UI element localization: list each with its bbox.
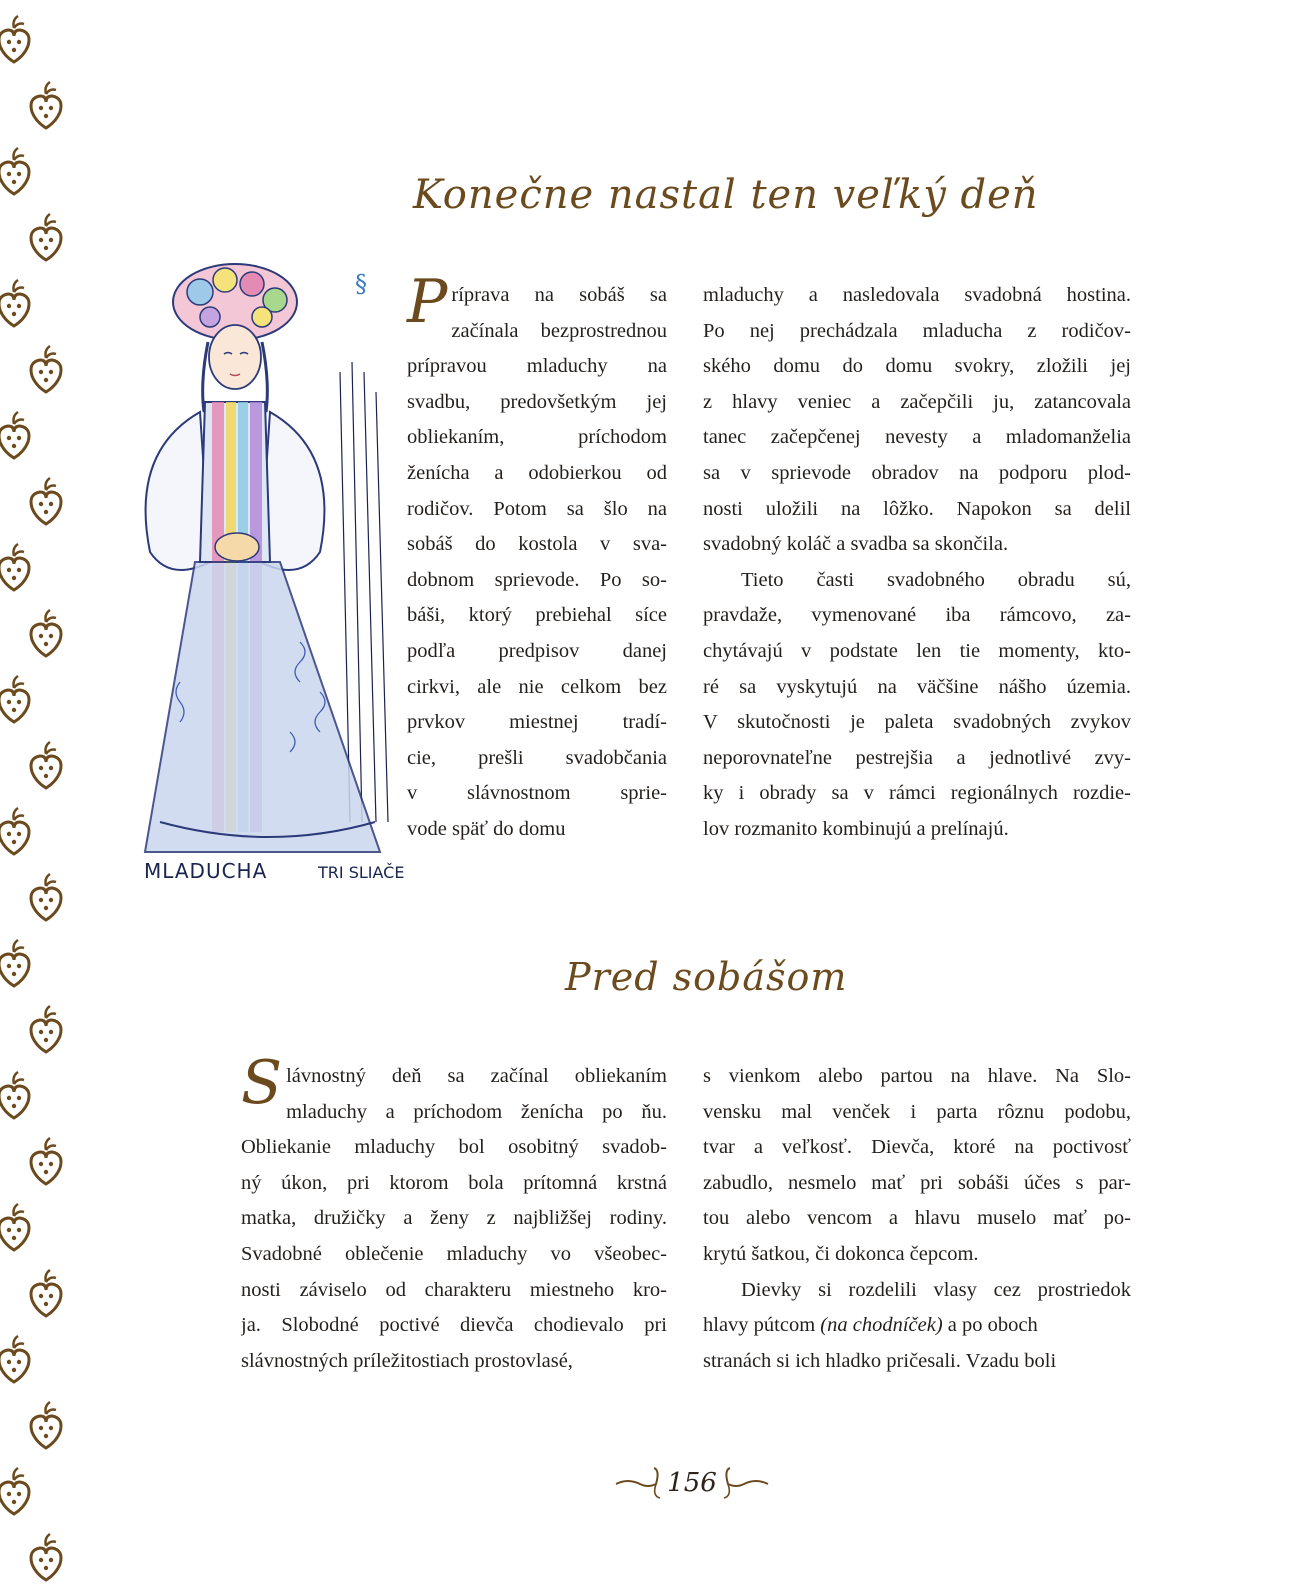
ornament-motif [31,742,61,788]
text-line: začínala bezprostrednou [451,319,667,342]
text-line: prvkov miestnej tradí- [407,711,667,734]
text-line: Po nej prechádzala mladucha z rodičov- [703,319,1131,342]
ornament-motif [0,1468,29,1514]
page-number: 156 [667,1468,717,1498]
ornament-motif [0,412,29,458]
section1-right-column [703,278,1131,848]
ornament-motif [31,874,61,920]
section-title-2: Pred sobášom [565,955,848,999]
bride-figure [145,264,388,852]
drop-cap: P [407,267,448,337]
text-line: tou alebo vencom a hlavu muselo mať po- [703,1207,1131,1230]
caption-right: TRI SLIAČE [318,863,405,882]
text-line: ja. Slobodné poctivé dievča chodievalo pri [241,1314,667,1337]
text-line: stranách si ich hladko pričesali. Vzadu boli [703,1349,1057,1372]
text-line: zabudlo, nesmelo mať pri sobáši účes s par- [703,1171,1131,1194]
text-line: dobnom sprievode. Po so- [407,568,667,591]
paragraph [241,1048,667,1379]
svg-text:§: § [355,270,367,298]
ornament-motif [31,1534,61,1580]
ornament-motif [31,214,61,260]
paragraph [703,278,1131,563]
text-line: z hlavy veniec a začepčili ju, zatancovala [703,390,1131,413]
text-line: sobáš do kostola v sva- [407,533,667,556]
ornament-motif [31,478,61,524]
bride-illustration [140,262,422,888]
ornament-motif [0,544,29,590]
ornament-motif [0,280,29,326]
ornament-motif [31,1402,61,1448]
ornament-motif [0,808,29,854]
text-line: ženícha a odobierkou od [407,461,667,484]
text-line: Obliekanie mladuchy bol osobitný svadob- [241,1136,667,1159]
text-line: slávnostných príležitostiach prostovlasé, [241,1349,573,1372]
ornament-border [0,0,80,1587]
text-line: neporovnateľne pestrejšia a jednotlivé zvy- [703,746,1131,769]
text-line: vode späť do domu [407,817,566,840]
text-line: sa v sprievode obradov na podporu plod- [703,461,1131,484]
text-line: mladuchy a nasledovala svadobná hostina. [703,284,1131,306]
paragraph [407,267,667,848]
text-line: obliekaním, príchodom [407,426,667,449]
paragraph [703,1273,1131,1380]
text-line: Tieto časti svadobného obradu sú, [741,568,1131,591]
text-line: ný úkon, pri ktorom bola prítomná krstná [241,1171,667,1194]
text-line: v slávnostnom sprie- [407,782,667,805]
caption-left: MLADUCHA [144,859,268,883]
text-line: Dievky si rozdelili vlasy cez prostriedok [741,1278,1131,1301]
page-footer [612,1458,772,1508]
text-line: nosti uložili na lôžko. Napokon sa delil [703,497,1131,520]
text-line: prípravou mladuchy na [407,355,667,378]
text-line: cirkvi, ale nie celkom bez [407,675,667,698]
paragraph [703,563,1131,848]
text-line: nosti záviselo od charakteru miestneho kro- [241,1278,667,1301]
text-line: pravdaže, vymenované iba rámcovo, za- [703,604,1131,627]
text-line: V skutočnosti je paleta svadobných zvykov [703,711,1131,734]
ornament-motif [31,1138,61,1184]
ornament-motif [0,16,29,62]
text-line: svadobný koláč a svadba sa skončila. [703,533,1009,556]
text-line: matka, družičky a ženy z najbližšej rodiny. [241,1207,667,1230]
section1-left-column [407,267,667,848]
text-line: mladuchy a príchodom ženícha po ňu. [286,1100,667,1123]
text-line: Svadobné oblečenie mladuchy vo všeobec- [241,1242,667,1265]
text-line: tvar a veľkosť. Dievča, ktoré na poctivosť [703,1136,1131,1159]
ornament-motif [0,1204,29,1250]
ornament-motif [0,676,29,722]
ornament-motif [31,1006,61,1052]
text-line: podľa predpisov danej [407,639,667,662]
text-line: vensku mal venček i parta rôznu podobu, [703,1100,1131,1123]
text-line: ského domu do domu svokry, zložili jej [703,355,1131,378]
drop-cap: S [241,1048,283,1118]
ornament-motif [0,148,29,194]
section-title-1: Konečne nastal ten veľký deň [413,172,1039,218]
text-line [703,1308,1131,1344]
section2-right-column [703,1059,1131,1379]
text-line: ríprava na sobáš sa [451,284,667,306]
ornament-motif [31,82,61,128]
ornament-motif [31,610,61,656]
text-run: hlavy pútcom [703,1314,821,1337]
section2-left-column [241,1048,667,1379]
text-line: cie, prešli svadobčania [407,746,667,769]
text-line: lov rozmanito kombinujú a prelínajú. [703,817,1009,840]
text-line: rodičov. Potom sa šlo na [407,497,667,520]
ornament-motif [31,1270,61,1316]
text-line: tanec začepčenej nevesty a mladomanželia [703,426,1131,449]
text-line: ré sa vyskytujú na väčšine nášho územia. [703,675,1131,698]
ornament-motif [31,346,61,392]
text-line: báši, ktorý prebiehal síce [407,604,667,627]
text-line: krytú šatkou, či dokonca čepcom. [703,1242,979,1265]
text-line: ky i obrady sa v rámci regionálnych rozdie- [703,782,1131,805]
ornament-motif [0,940,29,986]
text-line: svadbu, predovšetkým jej [407,390,667,413]
paragraph [703,1059,1131,1273]
text-line: lávnostný deň sa začínal obliekaním [286,1065,667,1087]
text-line: s vienkom alebo partou na hlave. Na Slo- [703,1065,1131,1087]
text-run: a po oboch [942,1314,1038,1337]
ornament-motif [0,1072,29,1118]
text-line: chytávajú v podstate len tie momenty, kto- [703,639,1131,662]
italic-phrase: (na chodníček) [820,1314,943,1337]
ornament-motif [0,1336,29,1382]
illustration-caption [144,859,404,883]
